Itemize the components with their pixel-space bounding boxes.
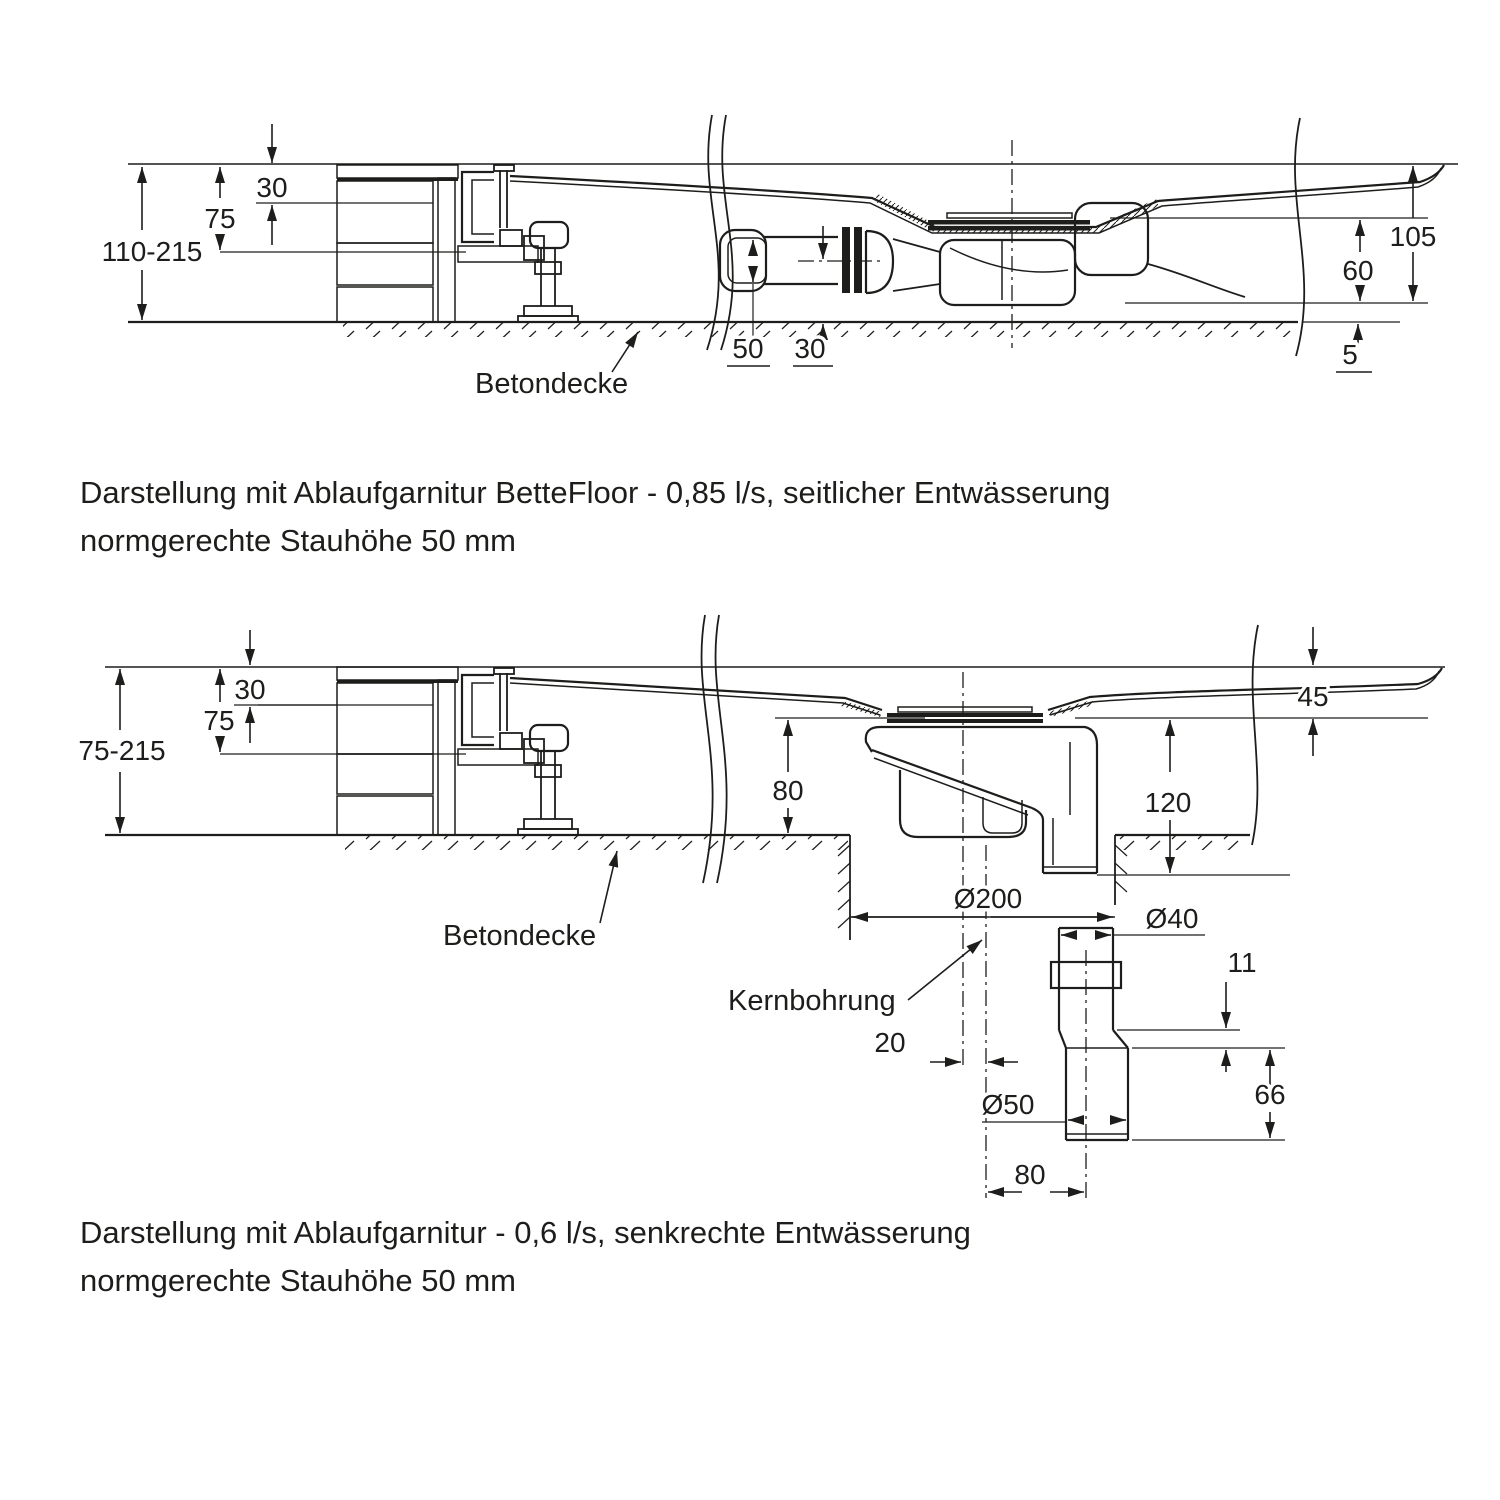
dim-stub-diameter: Ø40 (1145, 903, 1199, 934)
dim-depth: 120 (1144, 787, 1192, 818)
dim-length: 66 (1254, 1079, 1286, 1110)
dim-screed-height: 75 (204, 203, 236, 234)
dim-total-height: 105 (1389, 221, 1437, 252)
pipe-gasket-ring (854, 227, 862, 293)
dim-install-range: 75-215 (78, 735, 166, 766)
bottom-caption-line2: normgerechte Stauhöhe 50 mm (80, 1263, 516, 1298)
top-caption-line2: normgerechte Stauhöhe 50 mm (80, 523, 516, 558)
dim-outlet-height: 60 (1342, 255, 1374, 286)
dim-bore-diameter: Ø200 (953, 883, 1023, 914)
betondecke-label: Betondecke (443, 920, 597, 952)
dim-tile-thickness: 30 (234, 674, 266, 705)
dim-pipe-offset: 80 (1014, 1159, 1046, 1190)
dim-step: 11 (1227, 947, 1257, 978)
bottom-caption-line1: Darstellung mit Ablaufgarnitur - 0,6 l/s, senkrechte Entwässerung (80, 1215, 971, 1250)
dim-rim-height: 45 (1297, 681, 1329, 712)
dim-offset: 20 (874, 1027, 906, 1058)
betondecke-label: Betondecke (475, 368, 629, 400)
dim-screed-height: 75 (203, 705, 235, 736)
dim-install-range: 110-215 (101, 236, 203, 267)
drain-flange (887, 713, 1043, 717)
drain-cover-plate (928, 220, 1090, 225)
dim-pipe-diameter: 50 (732, 333, 764, 364)
dim-clearance: 5 (1342, 339, 1358, 370)
pipe-gasket-ring (842, 227, 850, 293)
dim-pipe-diameter: Ø50 (981, 1089, 1035, 1120)
kernbohrung-label: Kernbohrung (728, 985, 896, 1017)
top-caption-line1: Darstellung mit Ablaufgarnitur BetteFloor - 0,85 l/s, seitlicher Entwässerung (80, 475, 1111, 510)
dim-tile-thickness: 30 (256, 172, 288, 203)
dim-pipe-center-height: 30 (794, 333, 826, 364)
dim-body-height: 80 (772, 775, 804, 806)
